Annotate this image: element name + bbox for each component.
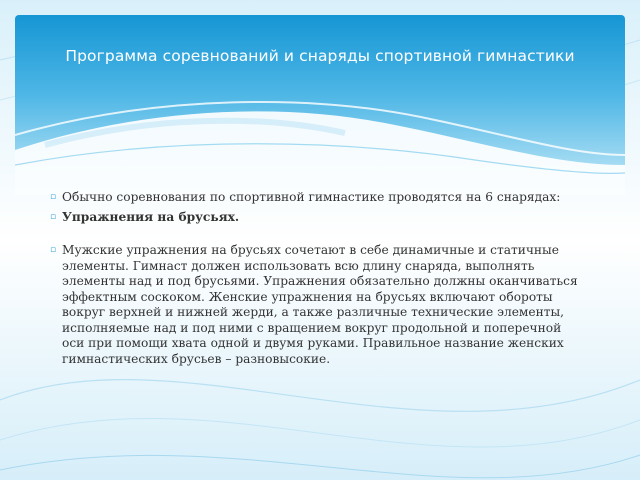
bullet-item	[50, 243, 580, 367]
bullet-item	[50, 210, 580, 226]
bullet-text: Упражнения на брусьях.	[62, 209, 240, 224]
bullet-list	[50, 190, 580, 371]
bullet-text: Мужские упражнения на брусьях сочетают в себе динамичные и статичные элементы. Гимнаст должен использовать всю длину снаряда, выполнять элементы над и под брусьями. Упражнения обязательно должны оканчиваться эффектным соскоком. Женские упражнения на брусьях включают обороты вокруг верхней и нижней жерди, а также различные технические элементы, исполняемые над и под ними с вращением вокруг продольной и поперечной оси при помощи хвата одной и двумя руками. Правильное название женских гимнастических брусьев – разновысокие.	[62, 243, 578, 366]
bullet-icon: ▫	[50, 192, 57, 202]
bullet-text: Обычно соревнования по спортивной гимнастике проводятся на 6 снарядах:	[62, 190, 561, 204]
header-band	[15, 15, 625, 195]
bullet-icon: ▫	[50, 245, 57, 255]
slide-title: Программа соревнований и снаряды спортивной гимнастики	[65, 47, 575, 65]
bullet-item	[50, 190, 580, 206]
bullet-icon: ▫	[50, 211, 57, 222]
